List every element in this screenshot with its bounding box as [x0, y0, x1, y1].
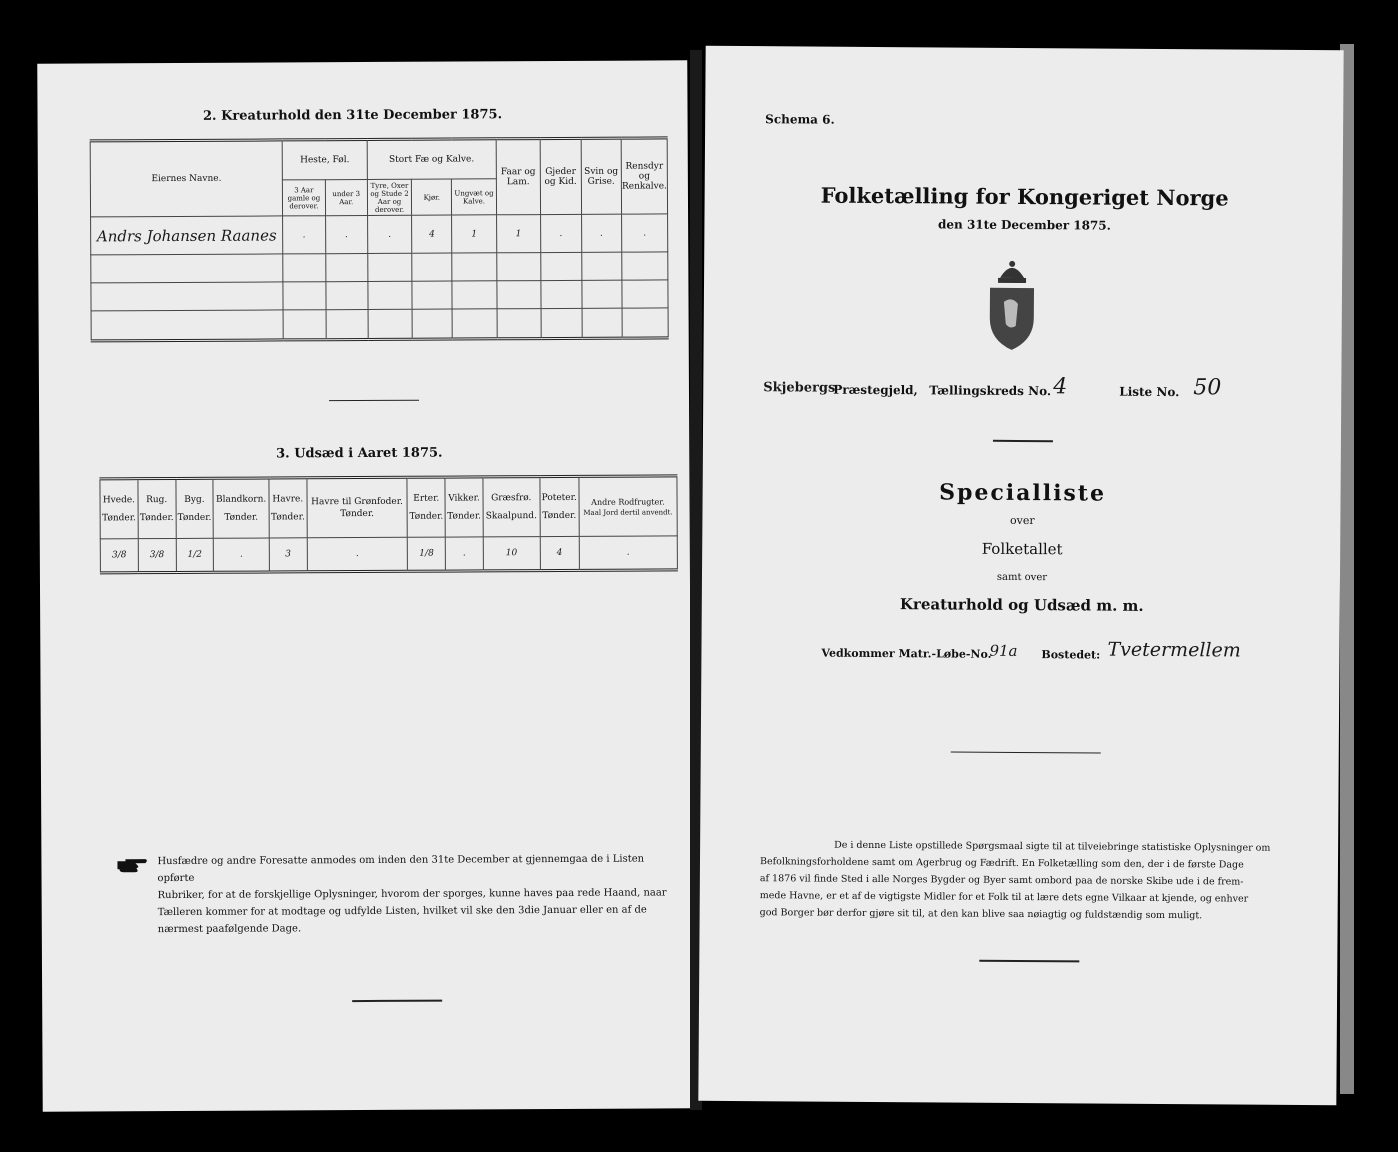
- parish-value: Skjebergs: [763, 380, 836, 396]
- owner-name: Andrs Johansen Raanes: [91, 216, 283, 255]
- section2-title: 2. Kreaturhold den 31te December 1875.: [202, 107, 503, 124]
- schema-label: Schema 6.: [765, 112, 835, 127]
- left-page: [37, 60, 692, 1111]
- seed-header: Poteter.: [541, 492, 577, 504]
- divider: [352, 1000, 442, 1002]
- para-line: af 1876 vil finde Sted i alle Norges Bygder og Byer samt ombord paa de norske Skibe ude i de frem-: [759, 873, 1244, 888]
- list-value: 50: [1193, 375, 1222, 401]
- seed-header: Byg.: [184, 494, 205, 505]
- pigs-header: Svin og Grise.: [581, 138, 622, 214]
- divider: [329, 400, 419, 401]
- cell: .: [283, 216, 326, 254]
- divider: [993, 440, 1053, 442]
- parish-label: Præstegjeld,: [833, 382, 918, 398]
- list-label: Liste No.: [1119, 384, 1180, 400]
- seed-value: 4: [540, 536, 579, 570]
- cattle-sub1: Tyre, Oxer og Stude 2 Aar og derover.: [367, 179, 412, 215]
- seed-value: .: [213, 538, 269, 572]
- horses-sub1: 3 Aar gamle og derover.: [283, 180, 326, 216]
- seed-unit: Tønder.: [542, 510, 577, 522]
- divider: [951, 752, 1101, 754]
- seed-unit: Tønder.: [447, 511, 482, 522]
- para-line: Befolkningsforholdene samt om Agerbrug og Fædrift. En Folketælling som den, der i de første Dage: [759, 856, 1244, 871]
- reindeer-header: Rensdyr og Renkalve.: [621, 138, 667, 214]
- owner-header: Eiernes Navne.: [90, 140, 283, 217]
- seed-value: .: [579, 536, 677, 571]
- seed-header: Erter.: [413, 493, 440, 504]
- seed-header: Hvede.: [102, 495, 136, 506]
- horses-sub2: under 3 Aar.: [325, 179, 367, 215]
- goats-header: Gjeder og Kid.: [540, 138, 581, 214]
- cattle-sub3: Ungvæt og Kalve.: [452, 179, 497, 215]
- over-1: over: [1010, 513, 1035, 528]
- district-value: 4: [1053, 374, 1068, 400]
- cell: .: [581, 214, 622, 252]
- seed-unit: Skaalpund.: [485, 511, 537, 522]
- seed-unit: Tønder.: [139, 513, 174, 524]
- seed-value: 1/8: [408, 537, 446, 571]
- matr-value: 91a: [989, 641, 1018, 660]
- bosted-label: Bostedet:: [1041, 648, 1101, 662]
- seed-header: Andre Rodfrugter.: [591, 496, 665, 507]
- cattle-sub2: Kjør.: [412, 179, 452, 215]
- seed-unit: Tønder.: [270, 512, 305, 523]
- seed-value: 10: [483, 537, 540, 571]
- cell: .: [367, 215, 412, 253]
- seed-header: Havre til Grønfoder.: [311, 496, 403, 508]
- pointing-hand-icon: [115, 855, 149, 875]
- seed-value: 3/8: [100, 539, 138, 573]
- cell: 1: [496, 215, 540, 253]
- seed-value: 3: [269, 538, 307, 572]
- horses-header: Heste, Føl.: [282, 139, 367, 179]
- seed-value: 3/8: [138, 538, 176, 572]
- seed-header: Græsfrø.: [491, 493, 532, 504]
- seed-unit: Tønder.: [409, 511, 444, 522]
- special-list-title: Specialliste: [939, 479, 1107, 507]
- cell: 1: [452, 215, 497, 253]
- cell: .: [540, 214, 581, 252]
- para-line: De i denne Liste opstillede Spørgsmaal sigte til at tilveiebringe statistiske Oplysninger om: [834, 839, 1271, 854]
- notice-line: nærmest paafølgende Dage.: [157, 923, 302, 936]
- cattle-header: Stort Fæ og Kalve.: [367, 139, 496, 180]
- seed-unit: Maal Jord dertil anvendt.: [583, 507, 673, 517]
- notice-line: Rubriker, for at de forskjellige Oplysninger, hvorom der sporges, kunne haves paa rede Haand, naar: [157, 887, 667, 902]
- kreaturhold-title: Kreaturhold og Udsæd m. m.: [899, 595, 1144, 615]
- seed-header: Rug.: [146, 495, 168, 506]
- seed-header: Blandkorn.: [215, 494, 267, 505]
- right-page: [698, 46, 1343, 1105]
- matr-label: Vedkommer Matr.-Løbe-No.: [821, 646, 992, 661]
- sheep-header: Faar og Lam.: [496, 139, 541, 215]
- location-line: [763, 374, 1323, 412]
- table-row: [100, 536, 677, 573]
- seed-unit: Tønder.: [340, 508, 375, 520]
- coat-of-arms-icon: [982, 256, 1043, 352]
- seed-value: .: [445, 537, 483, 571]
- seed-unit: Tønder.: [177, 512, 212, 523]
- cell: 4: [412, 215, 452, 253]
- para-line: god Borger bør derfor gjøre sit til, at den kan blive saa nøiagtig og fuldstændig som muligt.: [759, 907, 1203, 922]
- seed-header: Havre.: [272, 494, 304, 505]
- seed-value: 1/2: [176, 538, 214, 572]
- cell: .: [622, 214, 668, 252]
- divider: [979, 960, 1079, 963]
- notice-line: Tælleren kommer for at modtage og udfylde Listen, hvilket vil ske den 3die Januar eller en af de: [157, 904, 647, 919]
- samt-over: samt over: [996, 571, 1048, 584]
- para-line: mede Havne, er et af de vigtigste Midler for et Folk til at lære dets egne Vilkaar at kjende, og enhver: [759, 890, 1249, 905]
- census-date: den 31te December 1875.: [938, 217, 1111, 233]
- notice-text: [157, 850, 677, 938]
- livestock-table: [90, 136, 669, 342]
- seed-value: .: [307, 537, 408, 572]
- section3-title: 3. Udsæd i Aaret 1875.: [276, 445, 443, 462]
- seed-header: Vikker.: [448, 493, 480, 504]
- bosted-value: Tvetermellem: [1107, 638, 1241, 662]
- intro-paragraph: [760, 836, 1321, 925]
- page-title: Folketælling for Kongeriget Norge: [820, 182, 1229, 211]
- folketallet: Folketallet: [981, 539, 1063, 559]
- seed-unit: Tønder.: [102, 513, 136, 524]
- seed-table: [99, 474, 677, 574]
- matr-line: [821, 638, 1291, 674]
- district-label: Tællingskreds No.: [929, 383, 1052, 399]
- table-row: [91, 214, 668, 255]
- notice-line: Husfædre og andre Foresatte anmodes om inden den 31te December at gjennemgaa de i Listen opførte: [157, 853, 645, 885]
- cell: .: [325, 215, 367, 253]
- seed-unit: Tønder.: [224, 512, 259, 523]
